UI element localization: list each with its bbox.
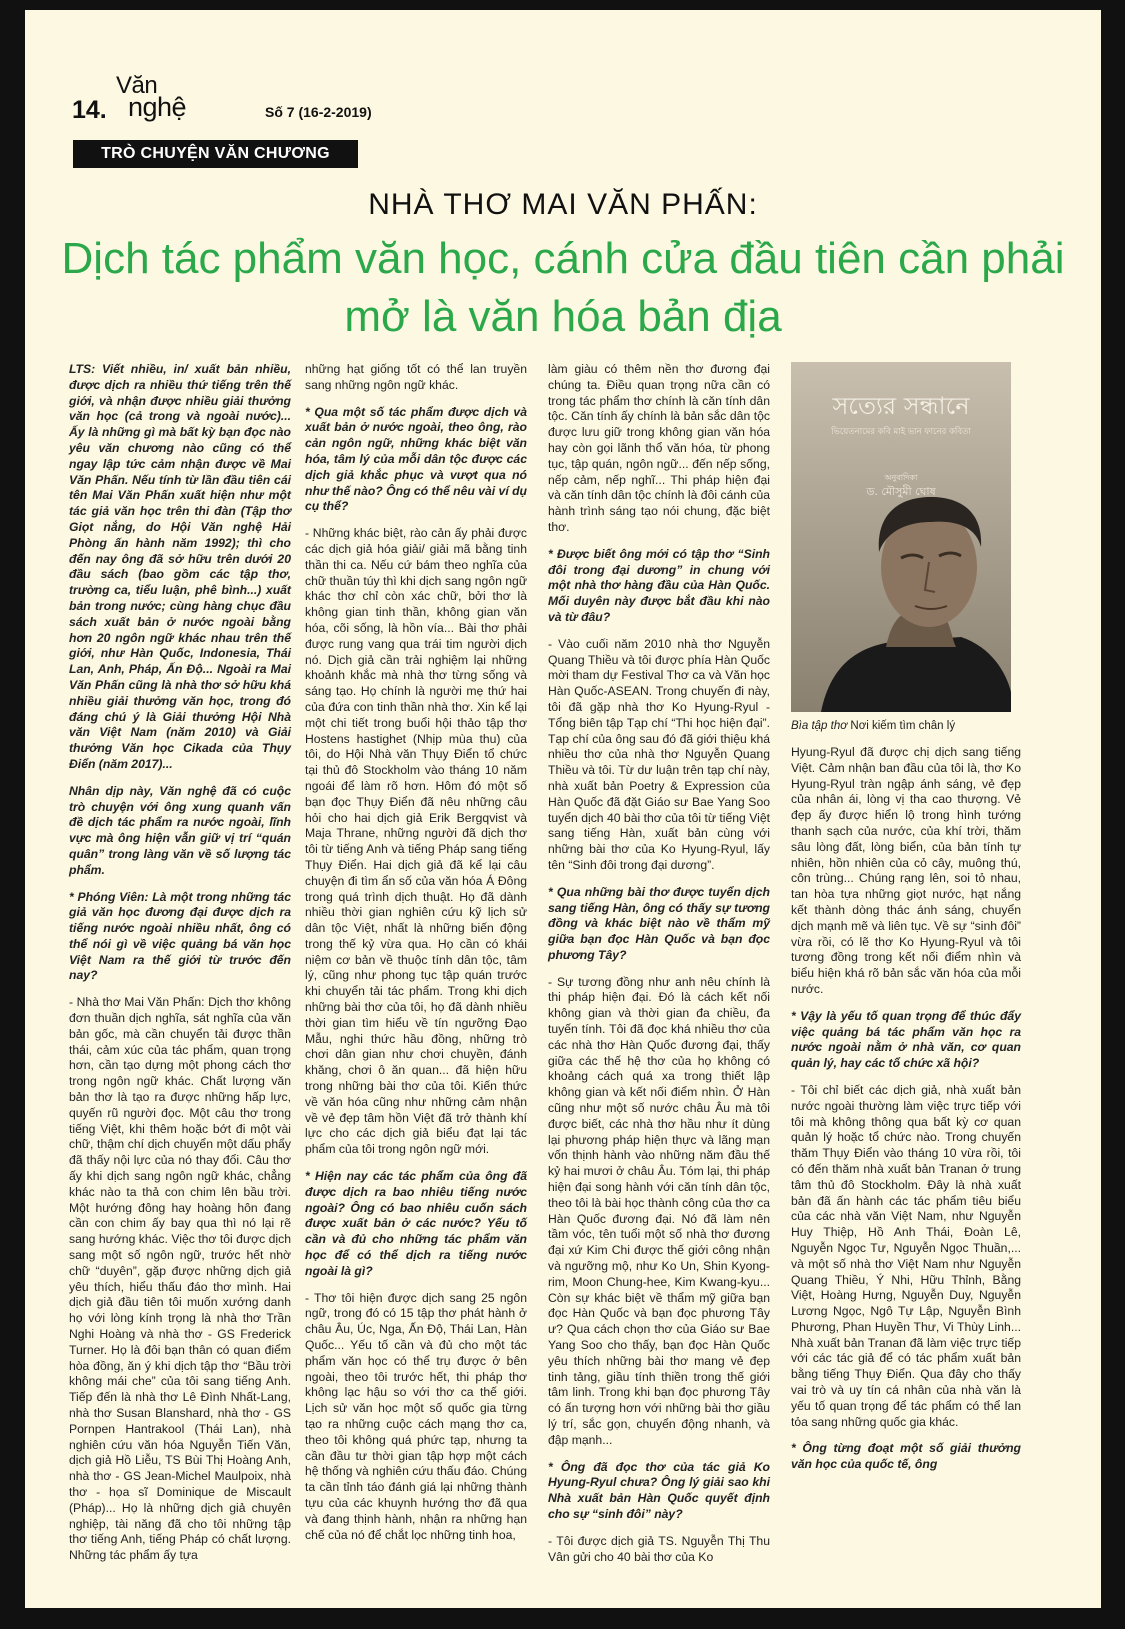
van-nghe-logo xyxy=(116,72,206,122)
interview-question: * Ông đã đọc thơ của tác giả Ko Hyung-Ryul chưa? Ông lý giải sao khi Nhà xuất bản Hàn Quốc quyết định cho sự “sinh đôi” này? xyxy=(548,1459,770,1521)
photo-caption xyxy=(791,720,1021,732)
interview-question: * Hiện nay các tác phẩm của ông đã được dịch ra bao nhiêu tiếng nước ngoài? Ông có bao nhiêu cuốn sách được xuất bản ở các nước? Yếu tố cần và đủ cho những tác phẩm văn học để có thể dịch ra tiếng nước ngoài là gì? xyxy=(305,1169,527,1278)
article-kicker: NHÀ THƠ MAI VĂN PHẤN: xyxy=(368,188,758,221)
page-number: 14. xyxy=(72,96,107,124)
body-paragraph: - Tôi chỉ biết các dịch giả, nhà xuất bản nước ngoài thường làm việc trực tiếp với tôi mà không thông qua bất kỳ cơ quan quản lý hoặc tổ chức nào. Trong chuyến thăm Thụy Điển vào tháng 10 vừa rồi, tôi có đến thăm nhà xuất bản Tranan ở trung tâm thủ đô Stockholm. Đây là nhà xuất bản đã ấn hành các tác phẩm tiêu biểu của các nhà văn Việt Nam, như Nguyễn Huy Thiệp, Hồ Anh Thái, Đoàn Lê, Nguyễn Ngọc Tư, Nguyễn Ngọc Thuần,... và một số nhà thơ Việt Nam như Nguyễn Quang Thiều, Ý Nhi, Hữu Thỉnh, Bằng Việt, Hoàng Hưng, Nguyễn Duy, Nguyễn Lương Ngọc, Ngô Tự Lập, Nguyễn Bình Phương, Phan Huyền Thư, Vi Thùy Linh... Nhà xuất bản Tranan đã làm việc trực tiếp với các tác giả để có tác phẩm xuất bản bằng tiếng Thụy Điển. Qua đây cho thấy vai trò và uy tín cá nhân của nhà văn là yếu tố quan trọng để tác phẩm có thể lan tỏa sang những quốc gia khác. xyxy=(791,1082,1021,1429)
translator-label-bengali: অনুবাদিকা xyxy=(884,473,918,482)
text-column-3 xyxy=(548,362,770,1576)
body-paragraph: - Những khác biệt, rào cản ấy phải được các dịch giả hóa giải/ giải mã bằng tinh thần thi ca. Nếu cứ bám theo nghĩa của chữ thuần túy thì khi dịch sang ngôn ngữ khác thơ chỉ còn xác chữ, bởi thơ là không gian tinh thần, không gian văn hóa, cõi sống, là hồn vía... Bài thơ phải được rung vang qua trái tim người dịch nó. Dịch giả cần trải nghiệm lại những khoảnh khắc mà nhà thơ từng sống và sáng tạo. Họ chính là người mẹ thứ hai của đứa con tinh thần nhà thơ. Xin kể lại một chi tiết trong buổi hội thảo tập thơ Hostens hastighet (Nhịp mùa thu) của tôi, do Hội Nhà văn Thụy Điển tổ chức tại thủ đô Stockholm vào tháng 10 năm ngoái để làm rõ hơn. Hôm đó một số bạn đọc Thụy Điển đã nêu những câu hỏi cho hai dịch giả Erik Bergqvist và Maja Thrane, những người đã dịch thơ tôi từ tiếng Anh và tiếng Pháp sang tiếng Thụy Điển. Hai dịch giả đã kể lại câu chuyện đi tìm ẩn số của văn hóa Á Đông trong quá trình dịch thuật. Họ đã dành nhiều thời gian nghiên cứu kỹ lịch sử dân tộc Việt, nhất là những biến động trong thế kỷ vừa qua. Họ cần có khái niệm cơ bản về thuộc tính dân tộc, tâm lý, cũng như phong tục tập quán trước khi chuyển tải tác phẩm. Trong khi dịch những bài thơ của tôi, họ đã dành nhiều thời gian tìm hiểu về tín ngưỡng Đạo Mẫu, nghi thức hầu đồng, những trò chơi dân gian như chơi chuyền, đánh khăng, chơi ô ăn quan... đã hiện hữu trong những bài thơ của tôi. Kiến thức về văn hóa cũng như những cảm nhận về vẻ đẹp tâm hồn Việt đã trở thành khí lực cho các dịch giả biểu đạt lại tác phẩm của tôi trong ngôn ngữ mới. xyxy=(305,526,527,1157)
interview-question: * Vậy là yếu tố quan trọng để thúc đẩy việc quảng bá tác phẩm văn học ra nước ngoài nằm ở nhà văn, cơ quan quản lý, hay các tổ chức xã hội? xyxy=(791,1008,1021,1071)
book-subtitle-bengali: ভিয়েতনামের কবি মাই ভান ফানের কবিতা xyxy=(831,427,971,437)
translator-name-bengali: ড. মৌসুমী ঘোষ xyxy=(866,485,936,498)
body-paragraph: - Vào cuối năm 2010 nhà thơ Nguyễn Quang Thiều và tôi được phía Hàn Quốc mời tham dự Festival Thơ ca và Văn học Hàn Quốc-ASEAN. Trong chuyến đi này, tôi đã gặp nhà thơ Ko Hyung-Ryul - Tổng biên tập Tạp chí “Thi học hiện đại”. Tạp chí của ông sau đó đã giới thiệu khá nhiều thơ của nhà thơ Nguyễn Quang Thiều và tôi. Từ dư luận trên tạp chí này, nhà xuất bản Poetry & Expression của Hàn Quốc đã đặt Giáo sư Bae Yang Soo tuyển dịch 40 bài thơ của tôi từ tiếng Việt sang tiếng Hàn, xuất bản cùng với những bài thơ của Ko Hyung-Ryul, lấy tên “Sinh đôi trong đại dương”. xyxy=(548,636,770,872)
newspaper-page xyxy=(25,10,1101,1608)
editor-lead-paragraph: LTS: Viết nhiều, in/ xuất bản nhiều, được dịch ra nhiều thứ tiếng trên thế giới, và nhận được nhiều giải thưởng văn học (cả trong và ngoài nước)... Ấy là những gì mà bất kỳ bạn đọc nào yêu văn chương nào cũng có thể ngay lập tức cảm nhận được về Mai Văn Phấn. Nếu tính từ lần đầu tiên cái tên Mai Văn Phấn xuất hiện như một tác giả văn học trên thi đàn (Tập thơ Giọt nắng, do Hội Văn nghệ Hải Phòng ấn hành năm 1992); thì cho đến nay ông đã sở hữu trên dưới 20 đầu sách (bao gồm các tập thơ, trường ca, tiểu luận, phê bình...) xuất bản trong nước; cùng hàng chục đầu sách xuất bản ở nước ngoài bằng hơn 20 ngôn ngữ khác nhau trên thế giới, như Hàn Quốc, Indonesia, Thái Lan, Anh, Pháp, Ấn Độ... Ngoài ra Mai Văn Phấn cũng là nhà thơ sở hữu khá nhiều giải thưởng văn học, trong đó đáng chú ý là Giải thưởng Hội Nhà văn Việt Nam (năm 2010) và Giải thưởng Văn học Cikada của Thụy Điển (năm 2017)... xyxy=(69,362,291,771)
article-headline: Dịch tác phẩm văn học, cánh cửa đầu tiên cần phải mở là văn hóa bản địa xyxy=(61,234,1065,341)
text-column-4 xyxy=(791,745,1021,1484)
body-paragraph: - Nhà thơ Mai Văn Phấn: Dịch thơ không đơn thuần dịch nghĩa, sát nghĩa của văn bản gốc, mà cần chuyển tải được thần thái, cảm xúc của tác phẩm, quan trọng hơn, cần tạo dựng một phong cách thơ trong ngôn ngữ khác. Chất lượng văn bản thơ là tạo ra được những hấp lực, quyến rũ người đọc. Một câu thơ trong tiếng Việt, khi thêm hoặc bớt đi một vài chữ, thậm chí dịch chuyển một dấu phẩy đã thấy nội lực của nó thay đổi. Câu thơ ấy khi dịch sang ngôn ngữ khác, chẳng khác nào ta thả con chim lên bầu trời. Một hướng đông hay hoàng hôn đang cần con chim ấy bay qua thì nó lại rẽ sang hướng khác. Việc thơ tôi được dịch sang một số ngôn ngữ, trước hết nhờ chữ “duyên”, gặp được những dịch giả yêu thích, hiểu thấu đáo thơ mình. Hai dịch giả đầu tiên tôi muốn xướng danh họ với lòng kính trọng là nhà thơ Trần Nghi Hoàng và nhà thơ - GS Frederick Turner. Họ là đôi bạn thân có quan điểm hòa đồng, ăn ý khi dịch tập thơ “Bầu trời không mái che” của tôi sang tiếng Anh. Tiếp đến là nhà thơ Lê Đình Nhất-Lang, nhà thơ Susan Blanshard, nhà thơ - GS Pornpen Hantrakool (Thái Lan), nhà nghiên cứu văn hóa Nguyễn Tiến Văn, dịch giả Hồ Liễu, TS Bùi Thị Hoàng Anh, nhà thơ - GS Jean-Michel Maulpoix, nhà thơ - họa sĩ Dominique de Miscault (Pháp)... Họ là những dịch giả chuyên nghiệp, tài năng đã cho tôi những tập thơ tiếng Anh, tiếng Pháp có chất lượng. Những tác phẩm ấy tựa xyxy=(69,995,291,1563)
body-paragraph: làm giàu có thêm nền thơ đương đại chúng ta. Điều quan trọng nữa cần có trong tác phẩm thơ chính là căn tính dân tộc. Căn tính ấy chính là bản sắc dân tộc được lưu giữ trong không gian văn hóa hay còn gọi lãnh thổ văn hóa, từ phong tục, tập quán, ngôn ngữ... đến nếp sống, nếp cảm, nếp nghĩ... Thi pháp hiện đại và căn tính dân tộc chính là đôi cánh của hành trình sáng tạo nói chung, đặc biệt thơ. xyxy=(548,362,770,534)
body-paragraph: Hyung-Ryul đã được chị dịch sang tiếng Việt. Cảm nhận ban đầu của tôi là, thơ Ko Hyung-Ryul tràn ngập ánh sáng, vẻ đẹp của nhân ái, lòng vị tha cao thượng. Vẻ đẹp ấy được hiển lộ trong hình tướng thanh sạch của nước, của khí trời, thăm sâu lòng đất, lòng biển, của bản tính tự nhiên, hồn nhiên của cỏ cây, muông thú, côn trùng... Chúng rạng lên, soi tỏ nhau, tan hòa tựa những giọt nước, hạt nắng kết thành dòng thác ánh sáng, chuyển dịch mạnh mẽ và liên tục. Về sự “sinh đôi” vừa rồi, có lẽ thơ Ko Hyung-Ryul và tôi tương đồng trong kết nối điểm nhìn và biểu hiện khá rõ bản sắc văn hóa của mỗi nước. xyxy=(791,745,1021,996)
section-label: TRÒ CHUYỆN VĂN CHƯƠNG xyxy=(73,140,358,168)
text-column-2 xyxy=(305,362,527,1554)
text-column-1 xyxy=(69,362,291,1575)
book-title-bengali: সত্যের সন্ধানে xyxy=(832,392,970,420)
body-paragraph: - Sự tương đồng như anh nêu chính là thi pháp hiện đại. Đó là cách kết nối không gian và thời gian đa chiều, đa tuyến tính. Tôi đã đọc khá nhiều thơ của các nhà thơ Hàn Quốc đương đại, thấy giữa các thế hệ thơ của họ không có khoảng cách quá xa trong thiết lập không gian và kết nối điểm nhìn. Ở Hàn cũng như một số nước châu Âu mà tôi được biết, các nhà thơ hầu như ít dùng lại phương pháp hiện thực và lãng mạn vốn thịnh hành vào những năm đầu thế kỷ hai mươi ở châu Âu. Tóm lại, thi pháp hiện đại song hành với căn tính dân tộc, theo tôi là bài học thành công của thơ ca Hàn Quốc đương đại. Nó đã làm nên tầm vóc, tên tuổi một số nhà thơ đương đại xứ Kim Chi được thế giới công nhận và ngưỡng mộ, như Ko Un, Shin Kyong-rim, Moon Chung-hee, Kim Kwang-kyu... Còn sự khác biệt về thẩm mỹ giữa bạn đọc Hàn Quốc và bạn đọc phương Tây ư? Qua cách chọn thơ của Giáo sư Bae Yang Soo cho thấy, bạn đọc Hàn Quốc yêu thích những bài thơ mang vẻ đẹp tinh tảng, giầu tính thiền trong thế giới tâm linh. Trong khi bạn đọc phương Tây có ấn tượng hơn với những bài thơ giầu lý trí, sắc gọn, chuyển động nhanh, và đập mạnh... xyxy=(548,974,770,1447)
page-header xyxy=(72,66,472,126)
interview-question: * Được biết ông mới có tập thơ “Sinh đôi trong đại dương” in chung với một nhà thơ hàng đầu của Hàn Quốc. Mối duyên này được bắt đầu khi nào và từ đâu? xyxy=(548,546,770,624)
interview-question: * Qua một số tác phẩm được dịch và xuất bản ở nước ngoài, theo ông, rào cản ngôn ngữ, những khác biệt văn hóa, tâm lý của mỗi dân tộc được các dịch giả khắc phục và vượt qua nó như thế nào? Ông có thể nêu vài ví dụ cụ thể? xyxy=(305,404,527,514)
body-paragraph: những hạt giống tốt có thể lan truyền sang những ngôn ngữ khác. xyxy=(305,362,527,392)
issue-number: Số 7 (16-2-2019) xyxy=(265,104,372,120)
editor-lead-paragraph: Nhân dịp này, Văn nghệ đã có cuộc trò chuyện với ông xung quanh vấn đề dịch tác phẩm ra nước ngoài, lĩnh vực mà ông hiện vẫn giữ vị trí “quán quân” trong làng văn về số lượng tác phẩm. xyxy=(69,783,291,877)
interview-question: * Phóng Viên: Là một trong những tác giả văn học đương đại được dịch ra tiếng nước ngoài nhiều nhất, ông có thể nói gì về việc quảng bá văn học Việt Nam ra thế giới từ trước đến nay? xyxy=(69,889,291,983)
interview-question: * Ông từng đoạt một số giải thưởng văn học của quốc tế, ông xyxy=(791,1441,1021,1472)
book-cover-photo xyxy=(791,362,1011,712)
logo-line-1: Văn xyxy=(116,72,158,99)
body-paragraph: - Tôi được dịch giả TS. Nguyễn Thị Thu Vân gửi cho 40 bài thơ của Ko xyxy=(548,1533,770,1564)
logo-line-2: nghệ xyxy=(128,92,187,122)
body-paragraph: - Thơ tôi hiện được dịch sang 25 ngôn ngữ, trong đó có 15 tập thơ phát hành ở châu Âu, Úc, Nga, Ấn Độ, Thái Lan, Hàn Quốc... Yếu tố cần và đủ cho một tác phẩm văn học có thể trụ được ở bên ngoài, theo tôi trước hết, thi pháp thơ không lạc hậu so với thơ ca thế giới. Lịch sử văn học một số quốc gia từng tạo ra những cuộc cách mạng thơ ca, theo tôi không quá phức tạp, nhưng ta cần đầu tư thời gian tập hợp một cách hệ thống và nghiên cứu thấu đáo. Chúng ta cần tỉnh táo đánh giá lại những thành tựu của các khuynh hướng thơ đã qua và đang thịnh hành, nhận ra những hạn chế của nó để chắt lọc những tinh hoa, xyxy=(305,1290,527,1542)
caption-prefix: Bìa tập thơ xyxy=(791,720,848,732)
caption-title: Nơi kiếm tìm chân lý xyxy=(850,720,956,732)
interview-question: * Qua những bài thơ được tuyển dịch sang tiếng Hàn, ông có thấy sự tương đồng và khác biệt nào về thẩm mỹ giữa bạn đọc Hàn Quốc và bạn đọc phương Tây? xyxy=(548,884,770,962)
